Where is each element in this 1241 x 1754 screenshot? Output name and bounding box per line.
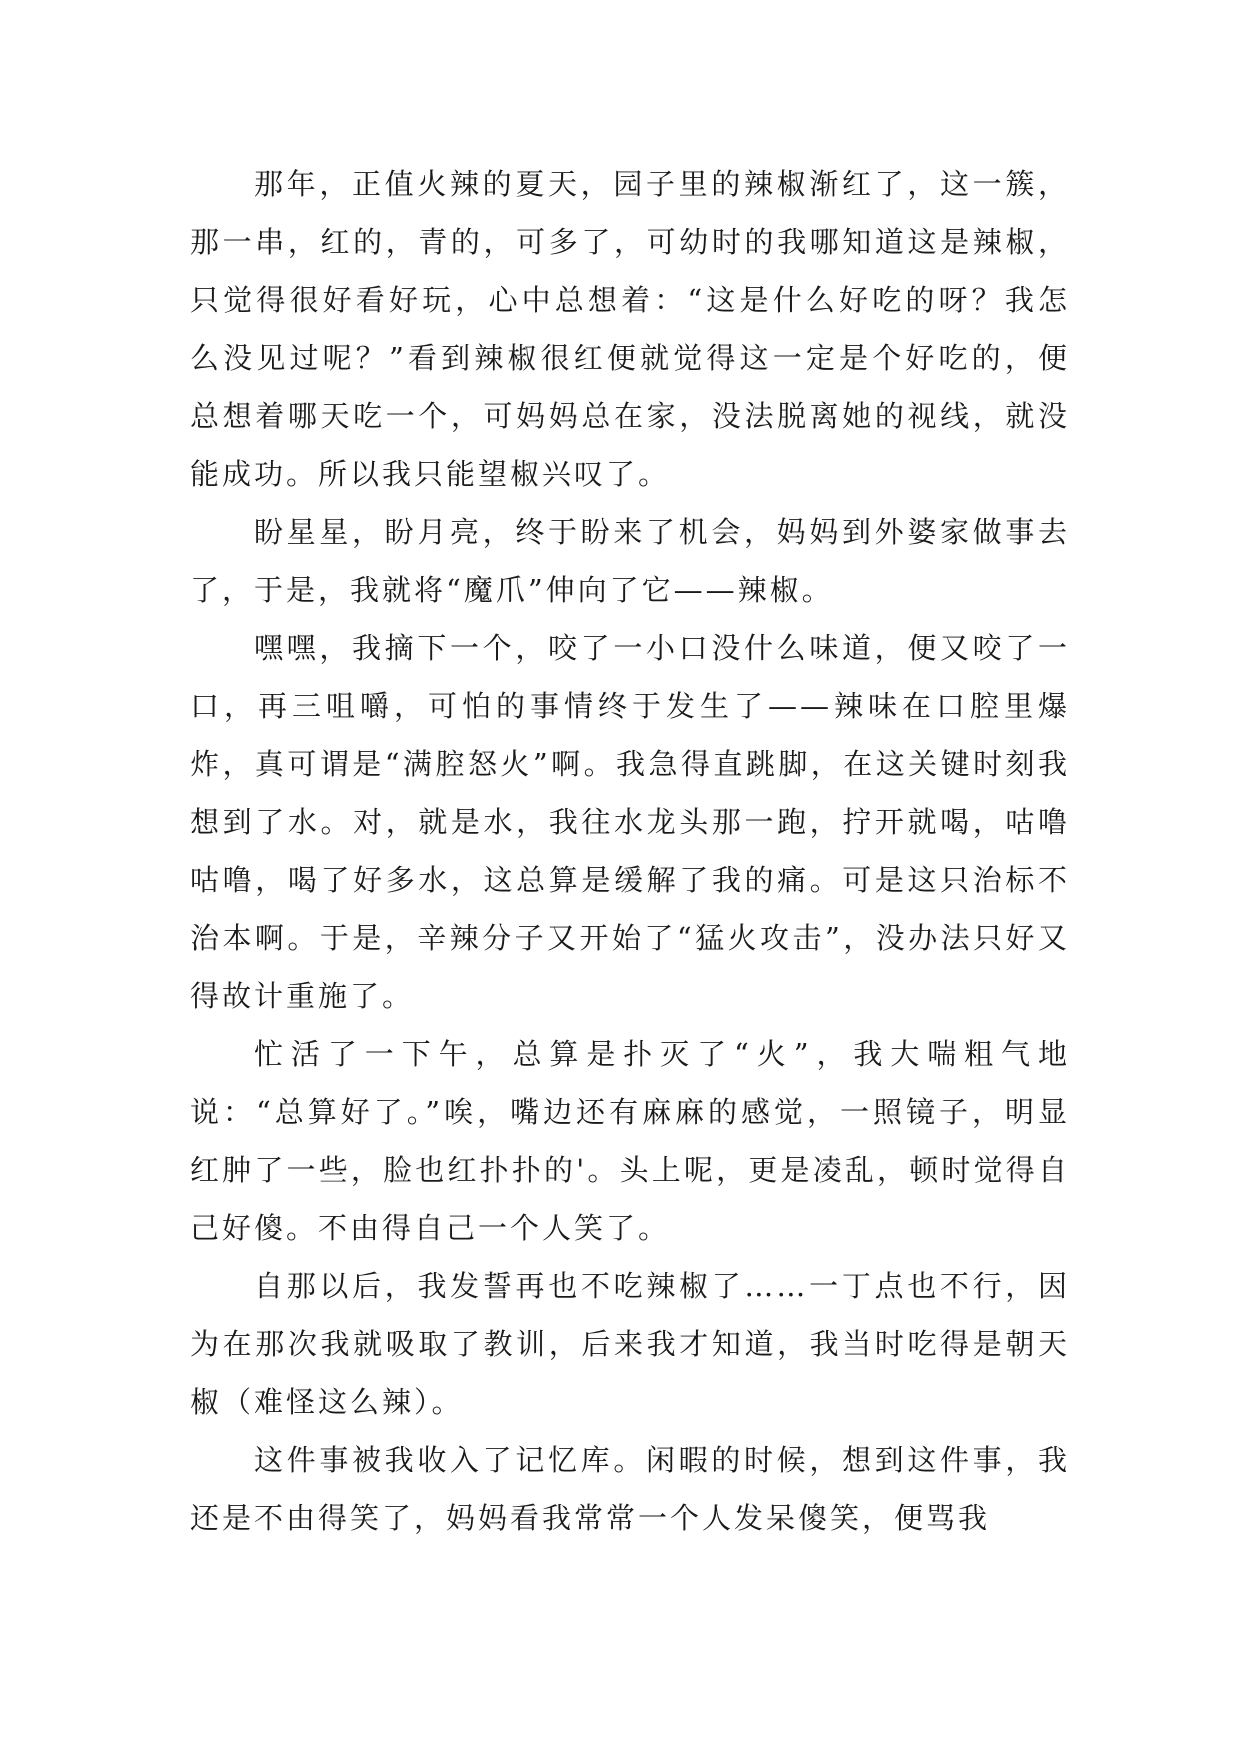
paragraph-6: 这件事被我收入了记忆库。闲暇的时候，想到这件事，我还是不由得笑了，妈妈看我常常一个人发呆傻笑，便骂我: [190, 1443, 1070, 1535]
paragraph-3: 嘿嘿，我摘下一个，咬了一小口没什么味道，便又咬了一口，再三咀嚼，可怕的事情终于发生了——辣味在口腔里爆炸，真可谓是“满腔怒火”啊。我急得直跳脚，在这关键时刻我想到了水。对，就是水，我往水龙头那一跑，拧开就喝，咕噜咕噜，喝了好多水，这总算是缓解了我的痛。可是这只治标不治本啊。于是，辛辣分子又开始了“猛火攻击”，没办法只好又得故计重施了。: [190, 631, 1070, 1013]
paragraph-1: 那年，正值火辣的夏天，园子里的辣椒渐红了，这一簇，那一串，红的，青的，可多了，可幼时的我哪知道这是辣椒，只觉得很好看好玩，心中总想着：“这是什么好吃的呀？我怎么没见过呢？”看到辣椒很红便就觉得这一定是个好吃的，便总想着哪天吃一个，可妈妈总在家，没法脱离她的视线，就没能成功。所以我只能望椒兴叹了。: [190, 167, 1070, 491]
paragraph-2: 盼星星，盼月亮，终于盼来了机会，妈妈到外婆家做事去了，于是，我就将“魔爪”伸向了它——辣椒。: [190, 515, 1070, 607]
paragraph-5: 自那以后，我发誓再也不吃辣椒了……一丁点也不行，因为在那次我就吸取了教训，后来我才知道，我当时吃得是朝天椒（难怪这么辣）。: [190, 1269, 1070, 1419]
paragraph-4: 忙活了一下午，总算是扑灭了“火”，我大喘粗气地说：“总算好了。”唉，嘴边还有麻麻的感觉，一照镜子，明显红肿了一些，脸也红扑扑的'。头上呢，更是凌乱，顿时觉得自己好傻。不由得自己一个人笑了。: [190, 1037, 1070, 1245]
article-body: [190, 155, 1070, 1547]
